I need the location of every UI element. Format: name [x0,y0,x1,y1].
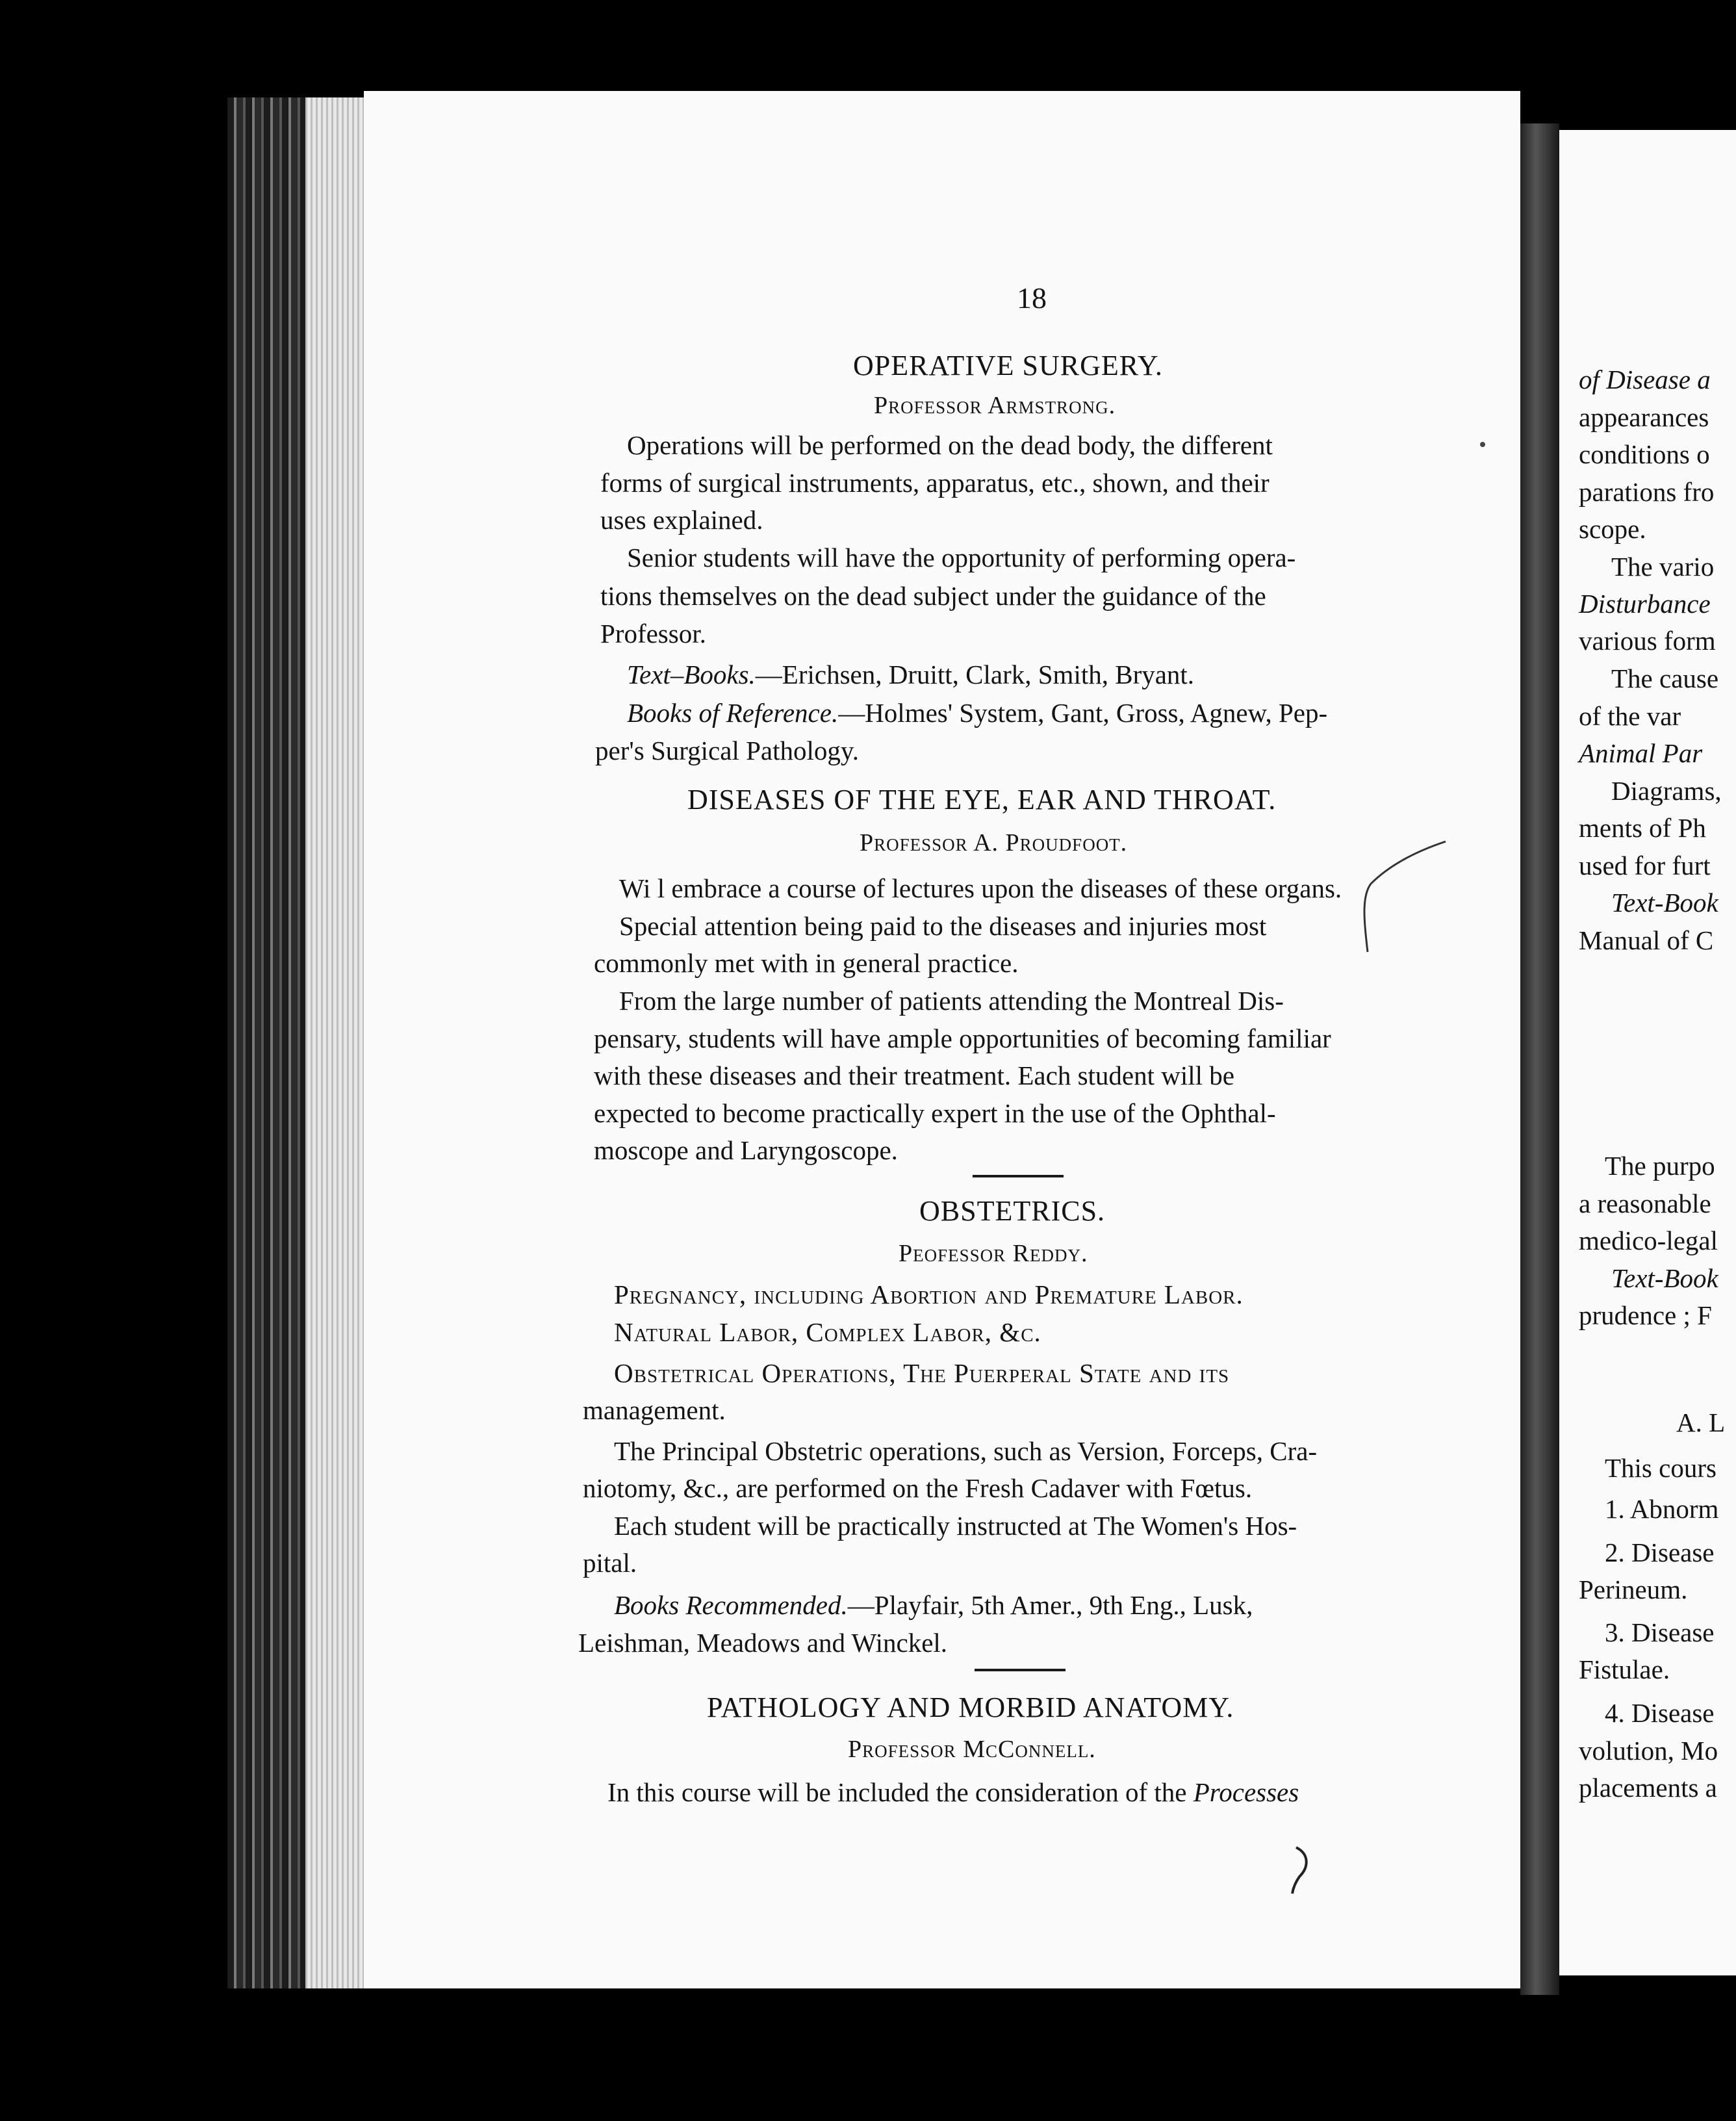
text-line [627,432,1494,459]
section-divider [975,1669,1066,1671]
text-line-content: forms of surgical instruments, apparatus, etc., shown, and their [600,468,1270,498]
professor-proudfoot: Professor A. Proudfoot. [860,829,1128,856]
reference-label: Books of Reference. [627,698,839,728]
reference-list: —Holmes' System, Gant, Gross, Agnew, Pep- [838,698,1328,728]
right-line: Disturbance [1579,589,1711,619]
section-heading-obstetrics: OBSTETRICS. [919,1195,1106,1227]
processes-word: Processes [1193,1777,1299,1807]
text-line: moscope and Laryngoscope. [594,1135,898,1165]
right-line: A. L [1676,1408,1726,1437]
right-page [1559,130,1736,1975]
right-line [1611,663,1718,694]
right-line: appearances [1579,402,1709,432]
right-line: Perineum. [1579,1575,1688,1604]
pencil-checkmark-annotation [1325,838,1449,955]
ink-speck [1480,442,1485,447]
right-line: of the var [1579,701,1681,731]
book-gutter [1520,123,1559,1995]
right-line: scope. [1579,514,1646,544]
text-line: Professor. [600,619,706,649]
text-line: commonly met with in general practice. [594,948,1019,978]
right-line: 3. Disease [1605,1617,1715,1647]
right-line: Fistulae. [1579,1654,1670,1684]
text-line-content: Operations will be performed on the dead body, the different [627,430,1273,460]
right-line: of Disease a [1579,365,1711,394]
professor-reddy: Peofessor Reddy. [899,1240,1088,1267]
right-line: The vario [1611,552,1715,582]
pencil-mark-annotation [1290,1844,1316,1896]
text-line: From the large number of patients attending the Montreal Dis- [619,986,1284,1016]
right-line: various form [1579,626,1716,656]
books-recommended-list: —Playfair, 5th Amer., 9th Eng., Lusk, [847,1590,1253,1620]
right-line: 1. Abnorm [1605,1494,1719,1524]
text-line [600,470,1468,496]
textbooks-label: Text–Books. [627,660,756,689]
right-line: used for furt [1579,851,1711,881]
reference-line [627,700,1327,726]
section-heading-pathology: PATHOLOGY AND MORBID ANATOMY. [707,1691,1234,1723]
right-line: Animal Par [1579,738,1703,768]
text-line: Leishman, Meadows and Winckel. [578,1628,948,1658]
right-line: Manual of C [1579,925,1714,955]
right-line: Text-Book [1611,888,1718,918]
section-heading-eye-ear-throat: DISEASES OF THE EYE, EAR AND THROAT. [687,784,1277,816]
text-line: pital. [583,1548,637,1578]
topic-labor: Natural Labor, Complex Labor, &c. [614,1317,1041,1347]
right-line: conditions o [1579,439,1710,469]
text-line: pensary, students will have ample opportunities of becoming familiar [594,1023,1331,1053]
right-line: 2. Disease [1605,1537,1715,1567]
text-line: uses explained. [600,505,763,535]
section-divider [973,1175,1064,1177]
text-line: management. [583,1395,726,1425]
section-heading-operative-surgery: OPERATIVE SURGERY. [853,350,1163,381]
topic-operations: Obstetrical Operations, The Puerperal State and its [614,1358,1230,1388]
right-line: The purpo [1605,1151,1715,1181]
professor-mcconnell: Professor McConnell. [848,1736,1096,1763]
right-line: Diagrams, [1611,776,1722,806]
topic-pregnancy: Pregnancy, including Abortion and Premature Labor. [614,1279,1244,1309]
right-line: placements a [1579,1773,1717,1803]
right-line-content: The cause [1611,663,1719,693]
text-line: tions themselves on the dead subject under the guidance of the [600,581,1266,611]
book-page-edges-light [305,97,364,1988]
right-line: Text-Book [1611,1263,1718,1293]
books-recommended-label: Books Recommended. [614,1590,848,1620]
right-line: prudence ; F [1579,1300,1712,1330]
text-line: Senior students will have the opportunity of performing opera- [627,543,1296,572]
text-line-content: In this course will be included the consideration of the [607,1777,1187,1807]
text-line: Each student will be practically instructed at The Women's Hos- [614,1511,1297,1541]
right-line: ments of Ph [1579,813,1706,843]
text-line: per's Surgical Pathology. [595,736,859,765]
right-line: volution, Mo [1579,1736,1718,1766]
text-line: The Principal Obstetric operations, such as Version, Forceps, Cra- [614,1436,1318,1466]
text-line: Special attention being paid to the diseases and injuries most [619,911,1267,941]
text-line [607,1779,1299,1806]
textbooks-list: —Erichsen, Druitt, Clark, Smith, Bryant. [755,660,1195,689]
textbooks-line [627,662,1194,688]
text-line: with these diseases and their treatment. Each student will be [594,1060,1234,1090]
right-line: parations fro [1579,477,1715,507]
text-line: Wi l embrace a course of lectures upon the diseases of these organs. [619,873,1342,903]
text-line: niotomy, &c., are performed on the Fresh Cadaver with Fœtus. [583,1473,1253,1503]
right-line: This cours [1605,1453,1717,1483]
right-line: medico-legal [1579,1226,1718,1255]
page-number: 18 [1017,281,1047,315]
right-line: a reasonable [1579,1189,1711,1218]
books-recommended-line [614,1592,1253,1619]
right-line: 4. Disease [1605,1698,1715,1728]
text-line: expected to become practically expert in the use of the Ophthal- [594,1098,1276,1128]
professor-armstrong: Professor Armstrong. [874,392,1116,419]
